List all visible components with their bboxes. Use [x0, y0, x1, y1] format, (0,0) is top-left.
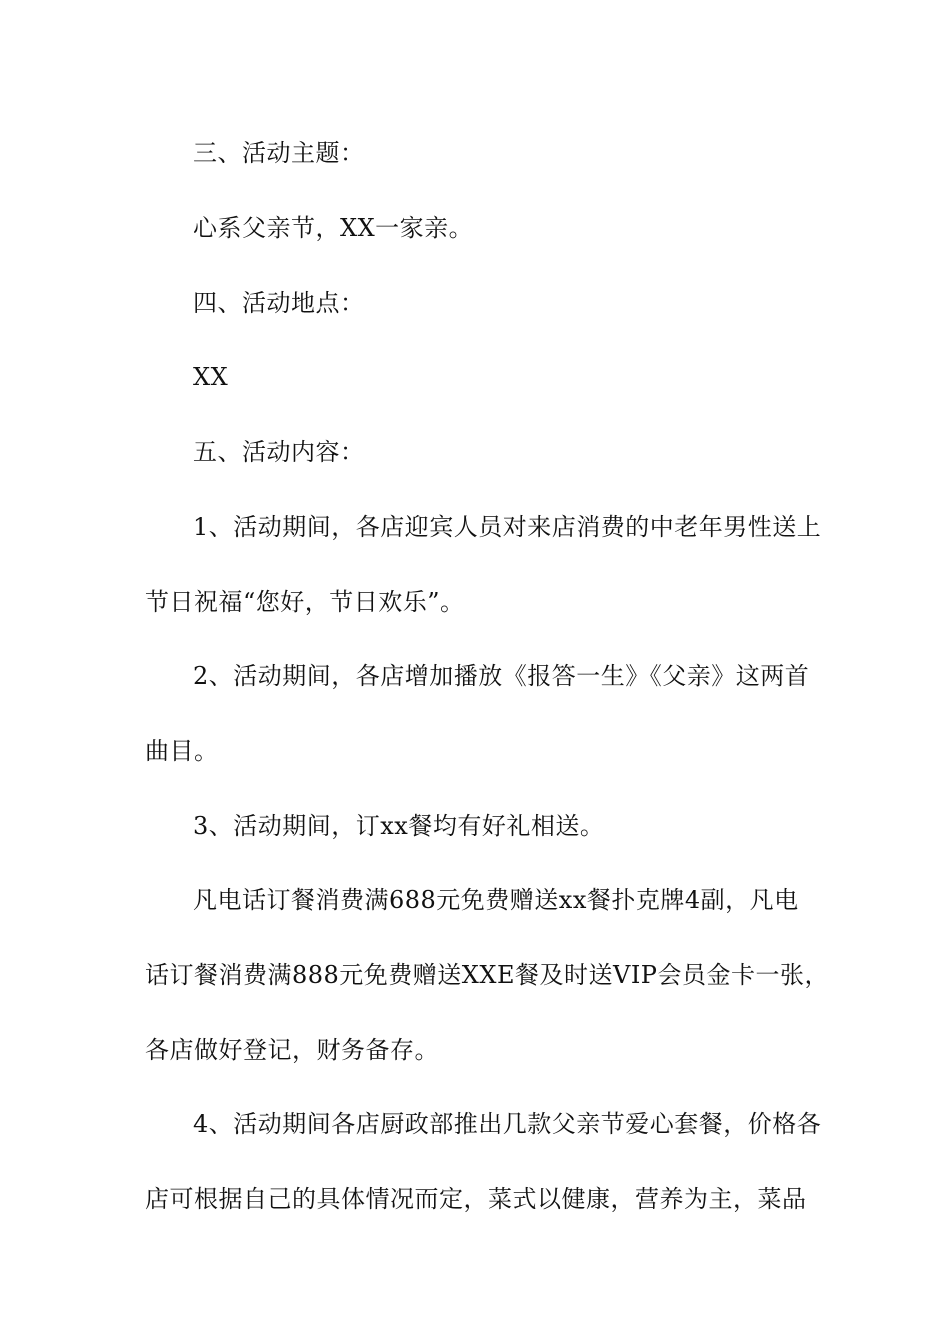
heading-activity-theme: 三、活动主题：: [193, 139, 365, 167]
content-item-3-detail-line-3: 各店做好登记，财务备存。: [145, 1036, 439, 1064]
content-item-1-line-1: 1、活动期间，各店迎宾人员对来店消费的中老年男性送上: [193, 513, 822, 541]
content-item-3-detail-line-1: 凡电话订餐消费满688元免费赠送xx餐扑克牌4副，凡电: [193, 886, 799, 914]
content-item-3-detail-line-2: 话订餐消费满888元免费赠送XXE餐及时送VIP会员金卡一张，: [145, 961, 829, 989]
content-item-3: 3、活动期间，订xx餐均有好礼相送。: [193, 812, 605, 840]
theme-text: 心系父亲节，XX一家亲。: [193, 214, 474, 242]
content-item-1-line-2: 节日祝福“您好，节日欢乐”。: [145, 588, 465, 616]
content-item-2-line-1: 2、活动期间，各店增加播放《报答一生》《父亲》这两首: [193, 662, 810, 690]
content-item-4-line-1: 4、活动期间各店厨政部推出几款父亲节爱心套餐，价格各: [193, 1110, 822, 1138]
location-text: XX: [193, 363, 229, 391]
content-item-2-line-2: 曲目。: [145, 737, 219, 765]
heading-activity-location: 四、活动地点：: [193, 289, 365, 317]
heading-activity-content: 五、活动内容：: [193, 438, 365, 466]
content-item-4-line-2: 店可根据自己的具体情况而定，菜式以健康，营养为主，菜品: [145, 1185, 807, 1213]
